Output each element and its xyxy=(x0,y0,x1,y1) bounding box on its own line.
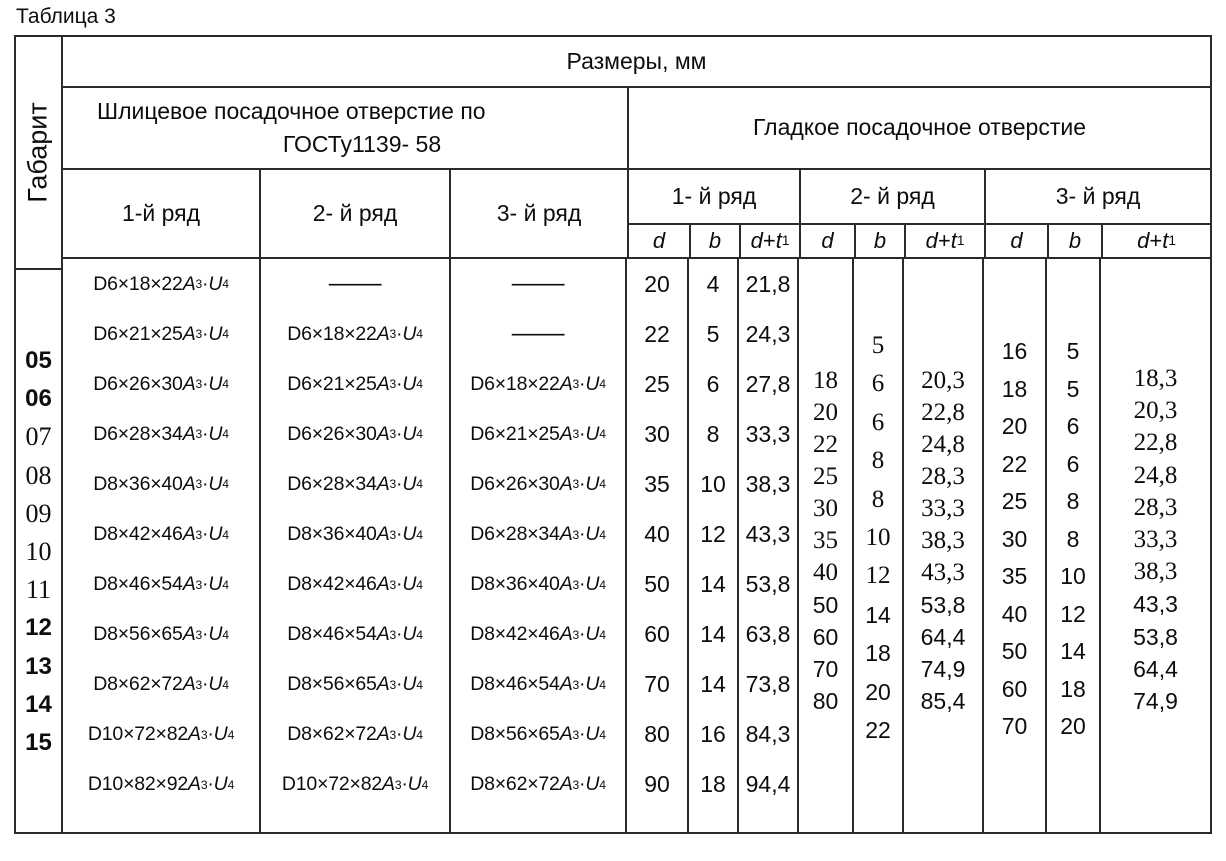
table-cell: 08 xyxy=(25,460,52,490)
table-cell: 63,8 xyxy=(745,621,791,648)
table-cell: 28,3 xyxy=(1133,493,1178,521)
table-cell: 35 xyxy=(1001,563,1028,589)
table-cell: 6 xyxy=(706,370,720,397)
table-cell: 8 xyxy=(1066,525,1080,552)
spline-col-2-values xyxy=(261,259,451,832)
table-cell: D10×72×82 A 3 · U 4 xyxy=(281,773,429,796)
table-cell: 73,8 xyxy=(745,671,791,698)
subcol-b-header: b xyxy=(691,225,741,257)
table-cell: 30 xyxy=(1001,525,1028,552)
table-cell: D6×28×34 A 3 · U 4 xyxy=(287,472,423,495)
table-cell: 14 xyxy=(700,671,726,698)
table-cell: 43,3 xyxy=(1133,591,1178,618)
dash: — xyxy=(511,320,565,348)
table-main xyxy=(63,37,1210,832)
table-cell: 40 xyxy=(813,559,838,586)
gabarit-values xyxy=(16,270,61,832)
smooth-row-groups xyxy=(629,170,1210,257)
table-cell: 22 xyxy=(644,320,670,347)
table-cell: 10 xyxy=(1060,563,1086,589)
table-cell: 28,3 xyxy=(921,463,965,490)
table-cell: 22 xyxy=(813,431,838,458)
smooth-group-3-label: 3- й ряд xyxy=(986,170,1210,225)
table-cell: 8 xyxy=(706,420,720,447)
gabarit-header-cell xyxy=(16,37,61,270)
table-cell: 10 xyxy=(865,523,891,551)
table-cell: 5 xyxy=(1066,338,1080,364)
table-cell: D8×56×65 A 3 · U 4 xyxy=(93,623,229,646)
table-cell: D10×72×82 A 3 · U 4 xyxy=(87,723,235,746)
table-cell: D6×26×30 A 3 · U 4 xyxy=(93,372,229,395)
table-cell: 13 xyxy=(25,652,52,680)
table-cell: D6×18×22 A 3 · U 4 xyxy=(287,322,423,345)
table-body xyxy=(63,259,1210,832)
subcol-dt1-header: d + t 1 xyxy=(1137,227,1176,253)
spline-section-header xyxy=(63,88,629,257)
table-cell: 22 xyxy=(1001,450,1028,477)
subcol-d-header: d xyxy=(629,225,691,257)
table-cell: 33,3 xyxy=(921,495,965,522)
table-cell: 50 xyxy=(644,571,670,598)
smooth-2-d-values xyxy=(799,259,854,832)
table-cell: 6 xyxy=(871,408,885,436)
spline-col-header-2: 2- й ряд xyxy=(261,170,451,257)
table-cell: D8×56×65 A 3 · U 4 xyxy=(470,723,606,746)
table-cell: 30 xyxy=(813,495,838,522)
table-cell: 60 xyxy=(812,624,839,650)
smooth-1-dt1-values xyxy=(739,259,799,832)
table-cell: 18 xyxy=(865,640,891,667)
table-cell: 53,8 xyxy=(1133,623,1178,650)
table-cell: 25 xyxy=(1001,488,1028,514)
smooth-group-1-subcols xyxy=(629,225,799,257)
table-cell: D6×18×22 A 3 · U 4 xyxy=(93,272,229,295)
table-cell: 40 xyxy=(644,521,670,548)
table-cell: D8×46×54 A 3 · U 4 xyxy=(287,623,423,646)
table-cell: 18 xyxy=(1060,675,1086,702)
table-cell: 10 xyxy=(700,470,726,497)
table-cell: D8×42×46 A 3 · U 4 xyxy=(93,523,229,546)
size-header-cell: Размеры, мм xyxy=(63,37,1210,88)
table-cell: 64,4 xyxy=(1133,655,1178,682)
table-cell: 30 xyxy=(644,420,670,447)
table-cell: 22 xyxy=(865,716,891,743)
gabarit-column xyxy=(16,37,63,832)
table-cell: 35 xyxy=(813,527,838,554)
table-cell: 18 xyxy=(813,367,838,394)
smooth-section-header xyxy=(629,88,1210,257)
table-cell: D6×26×30 A 3 · U 4 xyxy=(287,422,423,445)
dash: — xyxy=(328,270,382,298)
smooth-3-dt1-values xyxy=(1101,259,1210,832)
subcol-dt1-header: d + t 1 xyxy=(750,227,790,253)
table-cell: D6×21×25 A 3 · U 4 xyxy=(287,372,423,395)
table-cell: D8×62×72 A 3 · U 4 xyxy=(93,673,229,696)
smooth-group-3 xyxy=(986,170,1210,257)
table-cell: 12 xyxy=(700,521,726,548)
table-cell: D8×36×40 A 3 · U 4 xyxy=(287,523,423,546)
subcol-d-header: d xyxy=(801,225,856,257)
spline-title-line2: ГОСТу1139- 58 xyxy=(282,130,442,157)
smooth-group-2 xyxy=(801,170,986,257)
table-cell: D6×26×30 A 3 · U 4 xyxy=(470,472,606,495)
table-cell xyxy=(261,259,449,309)
table-cell: 09 xyxy=(25,498,52,528)
table-cell: D6×21×25 A 3 · U 4 xyxy=(93,322,229,345)
table-cell: 74,9 xyxy=(1133,687,1178,714)
table-cell: 18,3 xyxy=(1133,365,1178,392)
table-cell: 24,8 xyxy=(921,431,965,458)
table-cell: 85,4 xyxy=(920,688,966,714)
table-cell: 15 xyxy=(25,728,52,756)
smooth-3-d-values xyxy=(984,259,1047,832)
dimensions-table xyxy=(14,35,1212,834)
table-cell: D6×28×34 A 3 · U 4 xyxy=(93,422,229,445)
table-cell: 06 xyxy=(25,385,52,413)
spline-section-title xyxy=(63,88,627,170)
table-cell: 20 xyxy=(1001,413,1028,439)
table-cell: 27,8 xyxy=(745,370,791,397)
table-cell: D10×82×92 A 3 · U 4 xyxy=(87,773,235,796)
table-cell: 25 xyxy=(813,463,838,490)
table-cell: 94,4 xyxy=(745,771,791,798)
table-cell: 25 xyxy=(644,370,670,397)
table-cell xyxy=(451,259,625,309)
table-cell: 38,3 xyxy=(921,527,965,554)
table-cell: 40 xyxy=(1001,600,1028,627)
table-cell: D8×42×46 A 3 · U 4 xyxy=(470,623,606,646)
table-cell: 8 xyxy=(1066,488,1080,514)
table-cell: 14 xyxy=(25,690,52,718)
table-cell: D8×36×40 A 3 · U 4 xyxy=(470,573,606,596)
table-cell: 74,9 xyxy=(920,656,966,682)
table-cell: 22,8 xyxy=(921,399,965,426)
table-caption: Таблица 3 xyxy=(16,5,116,28)
spline-title-line1: Шлицевое посадочное отверстие по xyxy=(97,97,486,124)
table-cell: 24,3 xyxy=(745,320,791,347)
table-cell: 60 xyxy=(644,621,670,648)
dash: — xyxy=(511,270,565,298)
table-cell: 10 xyxy=(25,536,52,566)
table-cell: 70 xyxy=(812,656,839,682)
table-cell: 84,3 xyxy=(745,721,791,748)
table-cell: 5 xyxy=(1066,375,1080,402)
spline-row-headers xyxy=(63,170,627,257)
table-cell: 20 xyxy=(865,678,891,705)
table-cell: 6 xyxy=(871,370,885,398)
table-cell: 24,8 xyxy=(1133,461,1178,489)
smooth-group-2-label: 2- й ряд xyxy=(801,170,984,225)
table-cell: 38,3 xyxy=(1133,558,1178,586)
table-cell: 07 xyxy=(25,422,52,452)
spline-col-1-values xyxy=(63,259,261,832)
table-cell: D8×46×54 A 3 · U 4 xyxy=(470,673,606,696)
table-cell: 05 xyxy=(25,347,52,374)
table-cell: 60 xyxy=(1001,675,1028,702)
table-cell: 5 xyxy=(706,320,720,347)
spline-col-header-3: 3- й ряд xyxy=(496,199,582,226)
table-cell: 5 xyxy=(871,332,885,359)
smooth-1-d-values xyxy=(627,259,689,832)
table-cell: D6×18×22 A 3 · U 4 xyxy=(470,372,606,395)
table-cell: 43,3 xyxy=(745,521,791,548)
table-cell: D8×62×72 A 3 · U 4 xyxy=(470,773,606,796)
table-cell: 4 xyxy=(706,270,720,297)
table-cell: 50 xyxy=(812,592,839,618)
subcol-dt1-header: d + t 1 xyxy=(925,227,965,253)
table-cell: 12 xyxy=(25,614,52,642)
table-cell: 80 xyxy=(812,688,839,714)
table-cell: 90 xyxy=(644,771,670,798)
table-cell: 53,8 xyxy=(745,571,791,598)
table-cell: D6×28×34 A 3 · U 4 xyxy=(470,523,606,546)
table-cell: 14 xyxy=(700,571,726,598)
table-cell: 6 xyxy=(1066,413,1080,439)
spline-col-3-values xyxy=(451,259,627,832)
table-cell: 20,3 xyxy=(921,367,965,394)
smooth-group-1 xyxy=(629,170,801,257)
smooth-2-dt1-values xyxy=(904,259,984,832)
table-cell: 20 xyxy=(644,270,670,297)
table-cell: 33,3 xyxy=(1133,525,1178,553)
table-cell: 35 xyxy=(644,470,670,497)
table-cell: 38,3 xyxy=(745,470,791,497)
table-cell: 50 xyxy=(1001,638,1028,664)
smooth-group-2-subcols xyxy=(801,225,984,257)
table-cell: 16 xyxy=(700,721,726,748)
section-headers xyxy=(63,88,1210,259)
table-cell: D8×46×54 A 3 · U 4 xyxy=(93,573,229,596)
table-cell: 8 xyxy=(871,447,885,475)
subcol-b-header: b xyxy=(856,225,906,257)
subcol-d-header: d xyxy=(986,225,1049,257)
table-cell: D8×62×72 A 3 · U 4 xyxy=(287,723,423,746)
table-cell: 22,8 xyxy=(1133,429,1178,457)
table-cell: D8×42×46 A 3 · U 4 xyxy=(287,573,423,596)
smooth-2-b-values xyxy=(854,259,904,832)
table-cell: 6 xyxy=(1066,450,1080,477)
table-cell: D8×36×40 A 3 · U 4 xyxy=(93,472,229,495)
table-cell: 53,8 xyxy=(920,592,966,618)
smooth-1-b-values xyxy=(689,259,739,832)
table-cell: D8×56×65 A 3 · U 4 xyxy=(287,673,423,696)
gabarit-header-label: Габарит xyxy=(23,102,54,203)
table-cell: 64,4 xyxy=(920,624,966,650)
table-cell: 80 xyxy=(644,721,670,748)
table-cell: 21,8 xyxy=(745,270,791,297)
table-cell: 8 xyxy=(871,485,885,513)
table-cell: 14 xyxy=(865,601,891,628)
spline-col-header-1: 1-й ряд xyxy=(63,170,261,257)
table-cell: 11 xyxy=(25,575,52,605)
table-cell: 20,3 xyxy=(1133,397,1178,425)
subcol-b-header: b xyxy=(1049,225,1103,257)
table-cell xyxy=(451,309,625,359)
smooth-section-title: Гладкое посадочное отверстие xyxy=(629,88,1210,170)
smooth-group-3-subcols xyxy=(986,225,1210,257)
table-cell: 70 xyxy=(644,671,670,698)
table-cell: 16 xyxy=(1001,338,1028,364)
table-cell: 14 xyxy=(700,621,726,648)
table-cell: 20 xyxy=(813,399,838,426)
table-cell: 18 xyxy=(700,771,726,798)
table-cell: 18 xyxy=(1001,375,1028,402)
table-cell: D6×21×25 A 3 · U 4 xyxy=(470,422,606,445)
smooth-group-1-label: 1- й ряд xyxy=(629,170,799,225)
table-cell: 12 xyxy=(865,562,891,590)
table-cell: 20 xyxy=(1060,713,1086,739)
table-cell: 33,3 xyxy=(745,420,791,447)
table-cell: 43,3 xyxy=(921,559,965,586)
table-cell: 12 xyxy=(1060,600,1086,627)
smooth-3-b-values xyxy=(1047,259,1101,832)
table-cell: 14 xyxy=(1060,638,1086,664)
table-cell: 70 xyxy=(1001,713,1028,739)
